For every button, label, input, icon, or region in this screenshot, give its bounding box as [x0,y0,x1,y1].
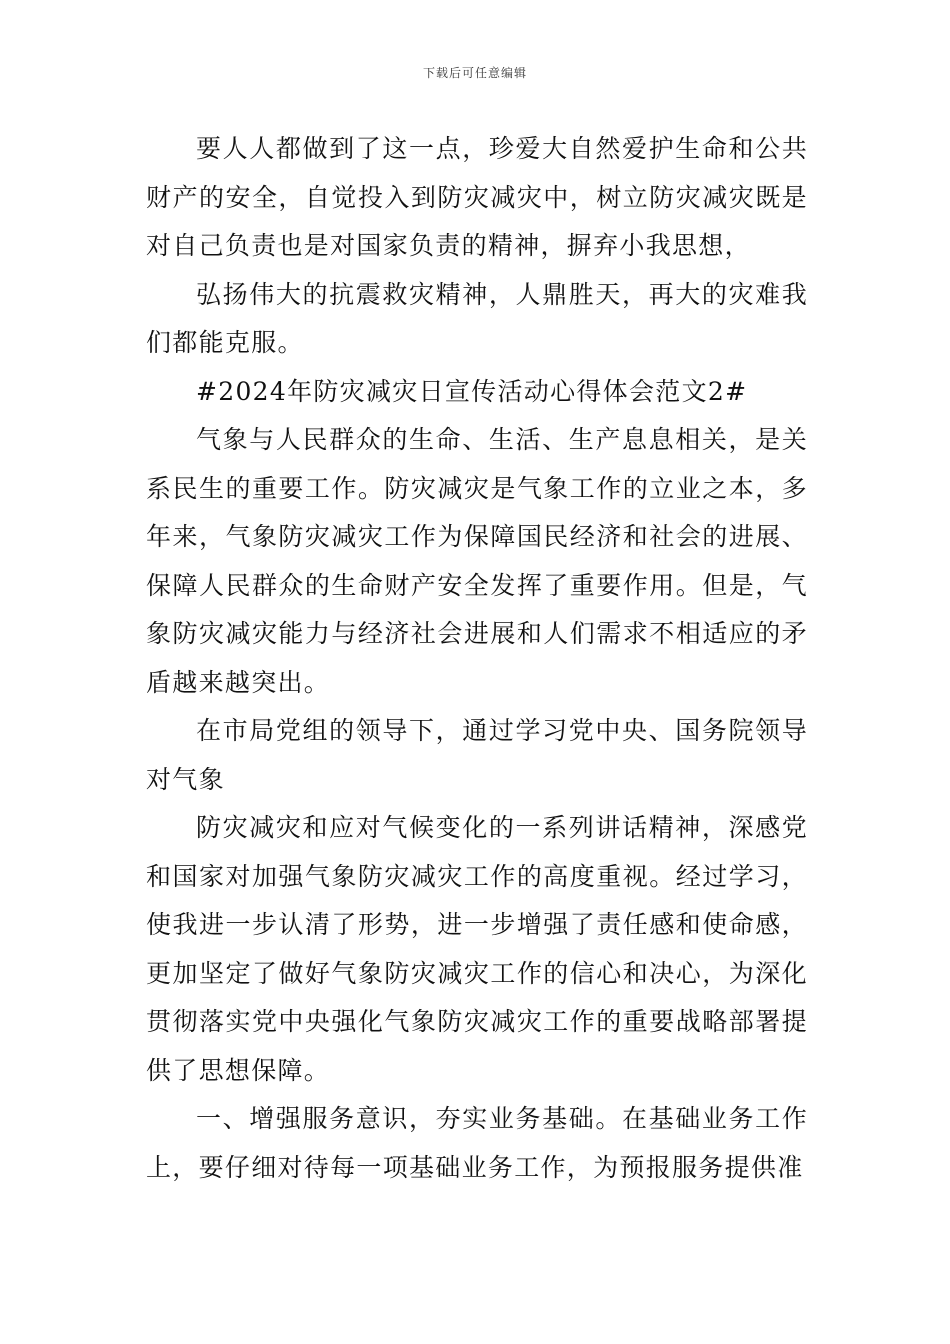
paragraph: 气象与人民群众的生命、生活、生产息息相关，是关系民生的重要工作。防灾减灾是气象工作的立业之本，多年来，气象防灾减灾工作为保障国民经济和社会的进展、保障人民群众的生命财产安全发挥了重要作用。但是，气象防灾减灾能力与经济社会进展和人们需求不相适应的矛盾越来越突出。 [146,425,808,697]
paragraph: 一、增强服务意识，夯实业务基础。在基础业务工作上，要仔细对待每一项基础业务工作，为预报服务提供准 [146,1104,808,1182]
paragraph: 要人人都做到了这一点，珍爱大自然爱护生命和公共财产的安全，自觉投入到防灾减灾中，树立防灾减灾既是对自己负责也是对国家负责的精神，摒弃小我思想， [146,134,808,260]
paragraph: 在市局党组的领导下，通过学习党中央、国务院领导对气象 [146,716,808,794]
document-body [146,125,808,1192]
page-header-note: 下载后可任意编辑 [422,66,527,80]
section-heading: #2024年防灾减灾日宣传活动心得体会范文2# [196,376,748,406]
paragraph: 防灾减灾和应对气候变化的一系列讲话精神，深感党和国家对加强气象防灾减灾工作的高度重视。经过学习，使我进一步认清了形势，进一步增强了责任感和使命感，更加坚定了做好气象防灾减灾工作的信心和决心，为深化贯彻落实党中央强化气象防灾减灾工作的重要战略部署提供了思想保障。 [146,813,808,1085]
paragraph: 弘扬伟大的抗震救灾精神，人鼎胜天，再大的灾难我们都能克服。 [146,279,808,357]
